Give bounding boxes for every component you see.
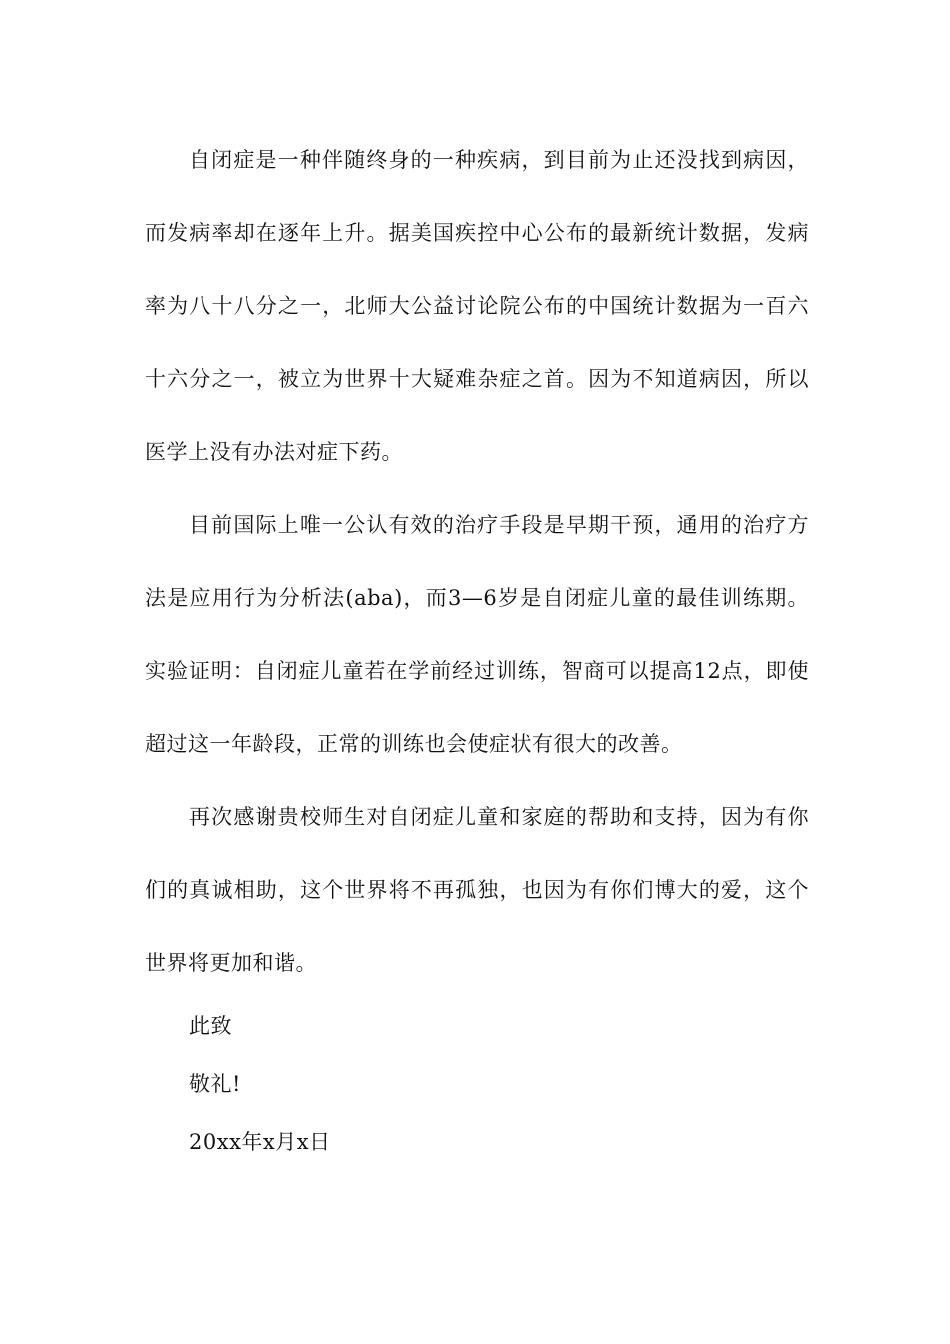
paragraph-treatment: 目前国际上唯一公认有效的治疗手段是早期干预，通用的治疗方法是应用行为分析法(aba)，而3—6岁是自闭症儿童的最佳训练期。实验证明：自闭症儿童若在学前经过训练，智商可以提高12点，即使超过这一年龄段，正常的训练也会使症状有很大的改善。 (145, 513, 809, 756)
closing-date: 20xx年x月x日 (189, 1130, 331, 1154)
closing-salutation: 此致 (189, 1014, 232, 1038)
document-body (145, 124, 809, 1171)
closing-regards: 敬礼! (189, 1072, 241, 1096)
paragraph-autism-intro: 自闭症是一种伴随终身的一种疾病，到目前为止还没找到病因，而发病率却在逐年上升。据美国疾控中心公布的最新统计数据，发病率为八十八分之一，北师大公益讨论院公布的中国统计数据为一百六十六分之一，被立为世界十大疑难杂症之首。因为不知道病因，所以医学上没有办法对症下药。 (145, 148, 809, 464)
paragraph-thanks: 再次感谢贵校师生对自闭症儿童和家庭的帮助和支持，因为有你们的真诚相助，这个世界将不再孤独，也因为有你们博大的爱，这个世界将更加和谐。 (145, 805, 809, 975)
